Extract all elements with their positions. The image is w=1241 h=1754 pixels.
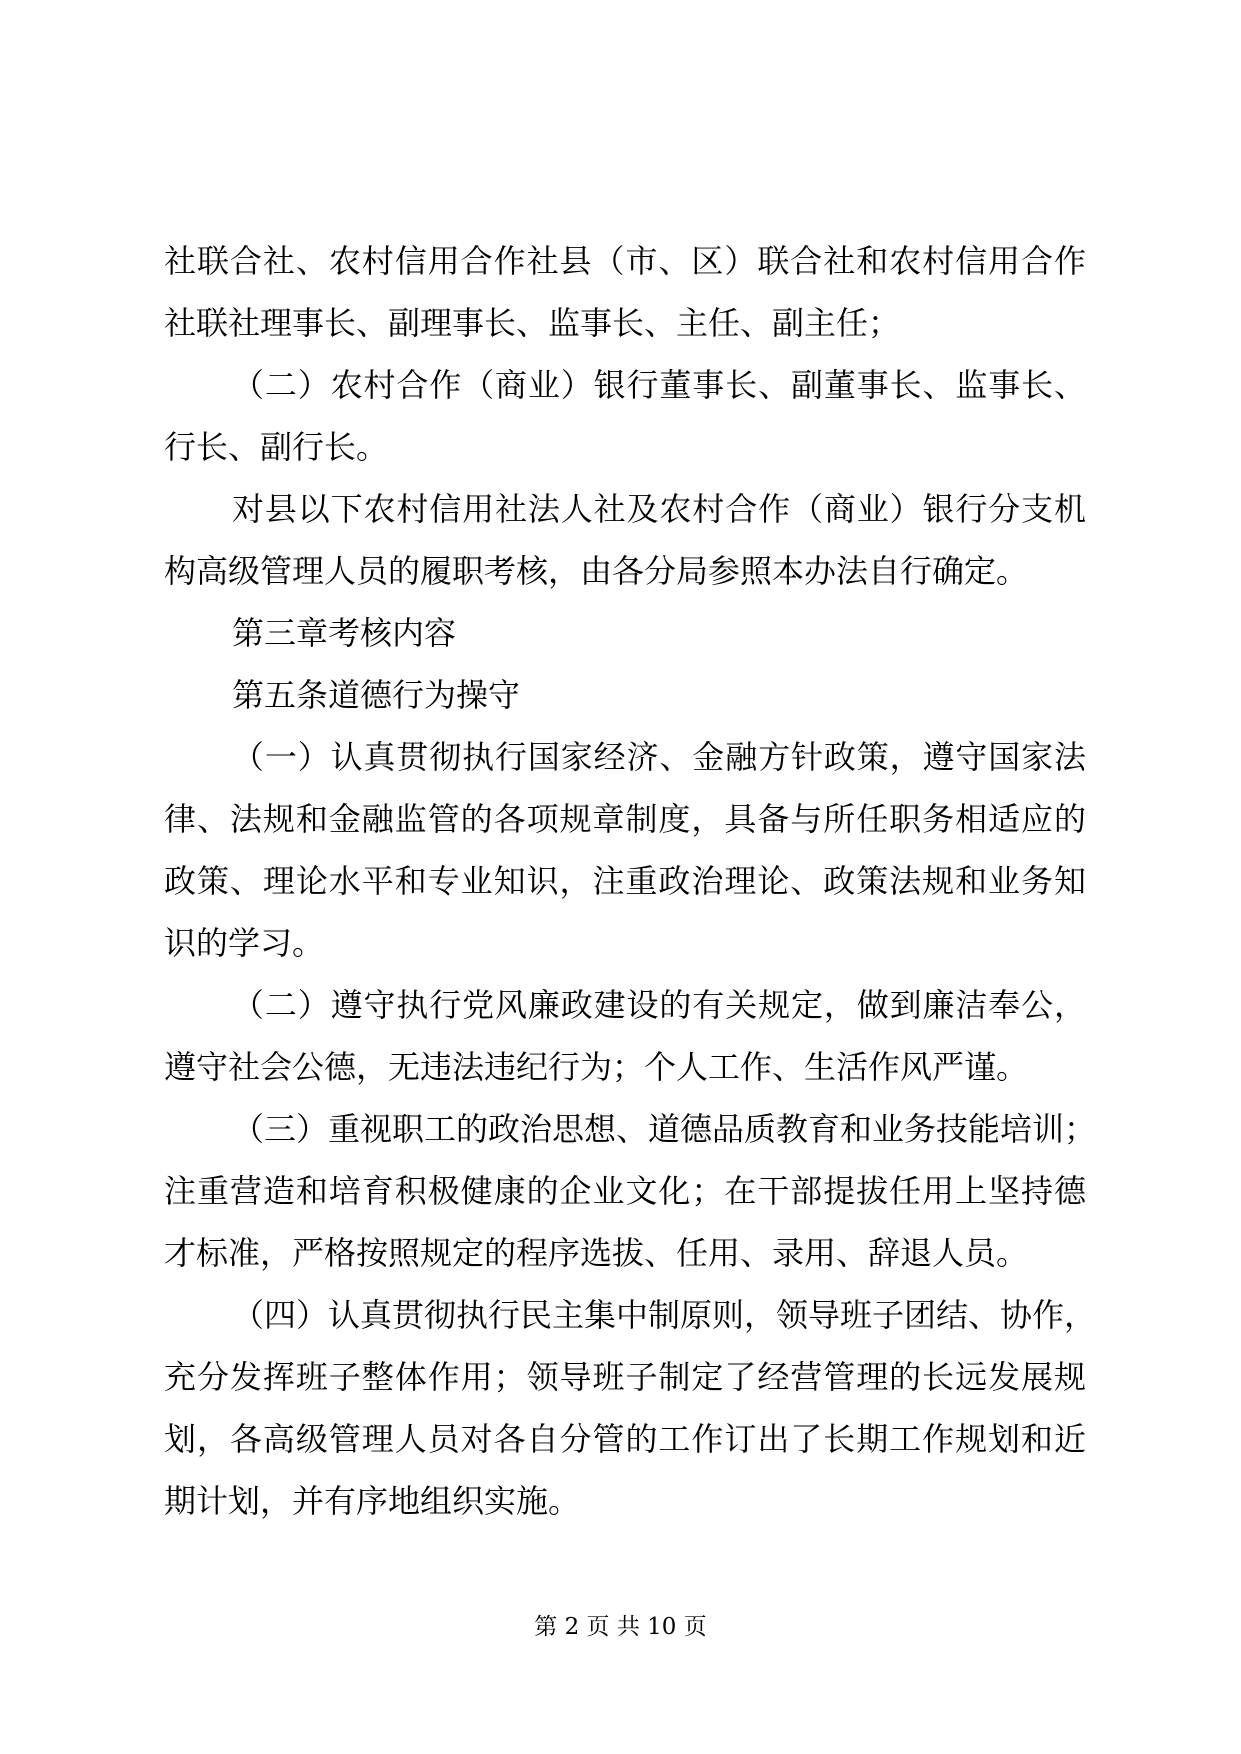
chapter-heading: 第三章考核内容 bbox=[232, 614, 457, 652]
text-line: （一）认真贯彻执行国家经济、金融方针政策，遵守国家法 bbox=[232, 738, 1086, 776]
text-line: 充分发挥班子整体作用；领导班子制定了经营管理的长远发展规 bbox=[164, 1358, 1086, 1396]
text-line: 才标准，严格按照规定的程序选拔、任用、录用、辞退人员。 bbox=[164, 1234, 1029, 1272]
text-line: 遵守社会公德，无违法违纪行为；个人工作、生活作风严谨。 bbox=[164, 1048, 1029, 1086]
text-line: 政策、理论水平和专业知识，注重政治理论、政策法规和业务知 bbox=[164, 862, 1086, 900]
text-line: （四）认真贯彻执行民主集中制原则，领导班子团结、协作， bbox=[232, 1296, 1097, 1334]
text-line: 注重营造和培育积极健康的企业文化；在干部提拔任用上坚持德 bbox=[164, 1172, 1086, 1210]
text-line: （二）农村合作（商业）银行董事长、副董事长、监事长、 bbox=[232, 366, 1086, 404]
text-line: （三）重视职工的政治思想、道德品质教育和业务技能培训； bbox=[232, 1110, 1097, 1148]
page-number-footer: 第 2 页 共 10 页 bbox=[534, 1614, 707, 1640]
text-line: 对县以下农村信用社法人社及农村合作（商业）银行分支机 bbox=[232, 490, 1086, 528]
text-line: 律、法规和金融监管的各项规章制度，具备与所任职务相适应的 bbox=[164, 800, 1086, 838]
text-line: 社联合社、农村信用合作社县（市、区）联合社和农村信用合作 bbox=[164, 242, 1086, 280]
text-line: 社联社理事长、副理事长、监事长、主任、副主任； bbox=[164, 304, 901, 342]
text-line: 识的学习。 bbox=[164, 924, 325, 962]
text-line: 行长、副行长。 bbox=[164, 428, 389, 466]
text-line: （二）遵守执行党风廉政建设的有关规定，做到廉洁奉公， bbox=[232, 986, 1086, 1024]
text-line: 划，各高级管理人员对各自分管的工作订出了长期工作规划和近 bbox=[164, 1420, 1086, 1458]
body-text bbox=[164, 230, 1097, 1532]
article-heading: 第五条道德行为操守 bbox=[232, 676, 521, 714]
text-line: 期计划，并有序地组织实施。 bbox=[164, 1482, 581, 1520]
text-line: 构高级管理人员的履职考核，由各分局参照本办法自行确定。 bbox=[164, 552, 1029, 590]
